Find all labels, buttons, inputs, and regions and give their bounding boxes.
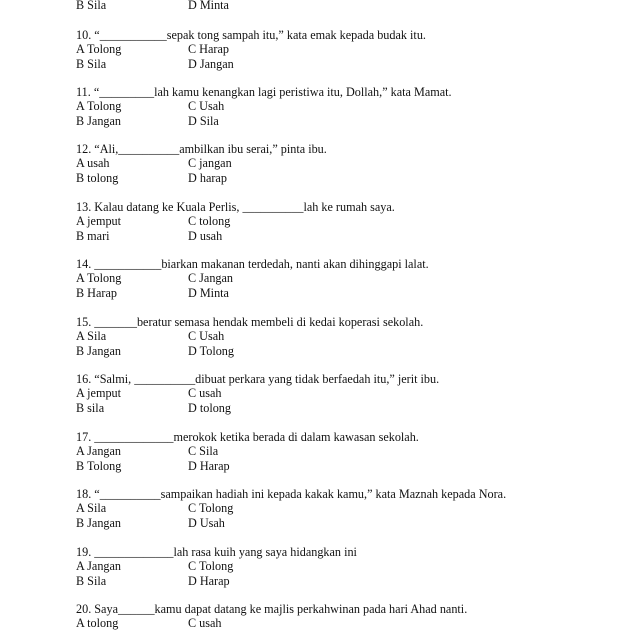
question-text: 15. _______beratur semasa hendak membeli di kedai koperasi sekolah. bbox=[76, 315, 424, 329]
option-b: B mari bbox=[76, 228, 110, 243]
option-b: B tolong bbox=[76, 170, 119, 185]
question-11 bbox=[76, 85, 616, 128]
options-row-1 bbox=[76, 42, 616, 56]
options-row-2 bbox=[76, 114, 616, 128]
option-b: B Sila bbox=[76, 0, 107, 12]
option-d: D Jangan bbox=[188, 56, 234, 71]
question-20 bbox=[76, 602, 616, 631]
option-d: D tolong bbox=[188, 400, 231, 415]
question-13 bbox=[76, 200, 616, 243]
question-16 bbox=[76, 372, 616, 415]
option-c: C Tolong bbox=[188, 559, 234, 574]
options-row-1 bbox=[76, 99, 616, 113]
options-row-2 bbox=[76, 171, 616, 185]
option-c: C jangan bbox=[188, 156, 232, 171]
option-d: D Sila bbox=[188, 113, 219, 128]
options-row-2 bbox=[76, 229, 616, 243]
option-b: B sila bbox=[76, 400, 105, 415]
option-a: A Sila bbox=[76, 329, 107, 344]
option-a: A Jangan bbox=[76, 444, 122, 459]
question-14 bbox=[76, 257, 616, 300]
option-d: D harap bbox=[188, 170, 227, 185]
option-c: C tolong bbox=[188, 214, 231, 229]
option-a: A jemput bbox=[76, 386, 122, 401]
option-a: A usah bbox=[76, 156, 110, 171]
question-10 bbox=[76, 28, 616, 71]
options-row-1 bbox=[76, 501, 616, 515]
option-a: A Sila bbox=[76, 501, 107, 516]
options-row-1 bbox=[76, 616, 616, 630]
options-row-1 bbox=[76, 559, 616, 573]
option-b: B Jangan bbox=[76, 343, 122, 358]
option-b: B Jangan bbox=[76, 113, 122, 128]
options-row-1 bbox=[76, 444, 616, 458]
option-b: B Sila bbox=[76, 56, 107, 71]
question-19 bbox=[76, 545, 616, 588]
options-row-2 bbox=[76, 286, 616, 300]
option-a: A jemput bbox=[76, 214, 122, 229]
option-d: D usah bbox=[188, 228, 223, 243]
question-text: 12. “Ali,__________ambilkan ibu serai,” pinta ibu. bbox=[76, 142, 327, 156]
option-c: C usah bbox=[188, 386, 222, 401]
option-c: C Usah bbox=[188, 329, 225, 344]
option-c: C usah bbox=[188, 616, 222, 631]
options-row-1 bbox=[76, 386, 616, 400]
option-d: D Minta bbox=[188, 0, 229, 12]
question-text: 13. Kalau datang ke Kuala Perlis, __________lah ke rumah saya. bbox=[76, 200, 395, 214]
option-d: D Tolong bbox=[188, 343, 234, 358]
option-b: B Jangan bbox=[76, 515, 122, 530]
option-a: A Jangan bbox=[76, 559, 122, 574]
options-row-2 bbox=[76, 57, 616, 71]
question-text: 11. “_________lah kamu kenangkan lagi peristiwa itu, Dollah,” kata Mamat. bbox=[76, 85, 452, 99]
question-text: 16. “Salmi, __________dibuat perkara yang tidak berfaedah itu,” jerit ibu. bbox=[76, 372, 440, 386]
options-row-1 bbox=[76, 329, 616, 343]
option-d: D Minta bbox=[188, 285, 229, 300]
previous-question-options bbox=[76, 0, 376, 12]
option-a: A tolong bbox=[76, 616, 119, 631]
options-row-2 bbox=[76, 401, 616, 415]
option-c: C Tolong bbox=[188, 501, 234, 516]
question-text: 18. “__________sampaikan hadiah ini kepada kakak kamu,” kata Maznah kepada Nora. bbox=[76, 487, 507, 501]
options-row-2 bbox=[76, 344, 616, 358]
option-c: C Usah bbox=[188, 99, 225, 114]
option-c: C Jangan bbox=[188, 271, 234, 286]
question-text: 14. ___________biarkan makanan terdedah, nanti akan dihinggapi lalat. bbox=[76, 257, 429, 271]
option-d: D Usah bbox=[188, 515, 225, 530]
question-12 bbox=[76, 142, 616, 185]
options-row-1 bbox=[76, 214, 616, 228]
question-text: 17. _____________merokok ketika berada di dalam kawasan sekolah. bbox=[76, 430, 419, 444]
option-a: A Tolong bbox=[76, 99, 122, 114]
option-d: D Harap bbox=[188, 573, 230, 588]
options-row-1 bbox=[76, 271, 616, 285]
option-c: C Harap bbox=[188, 42, 229, 57]
question-18 bbox=[76, 487, 616, 530]
options-row-1 bbox=[76, 156, 616, 170]
option-d: D Harap bbox=[188, 458, 230, 473]
question-17 bbox=[76, 430, 616, 473]
option-b: B Harap bbox=[76, 285, 117, 300]
option-c: C Sila bbox=[188, 444, 219, 459]
options-row-2 bbox=[76, 516, 616, 530]
option-a: A Tolong bbox=[76, 42, 122, 57]
question-text: 20. Saya______kamu dapat datang ke majlis perkahwinan pada hari Ahad nanti. bbox=[76, 602, 468, 616]
options-row-2 bbox=[76, 459, 616, 473]
option-a: A Tolong bbox=[76, 271, 122, 286]
option-b: B Tolong bbox=[76, 458, 122, 473]
question-text: 10. “___________sepak tong sampah itu,” kata emak kepada budak itu. bbox=[76, 28, 426, 42]
option-b: B Sila bbox=[76, 573, 107, 588]
question-15 bbox=[76, 315, 616, 358]
question-text: 19. _____________lah rasa kuih yang saya hidangkan ini bbox=[76, 545, 357, 559]
options-row-2 bbox=[76, 574, 616, 588]
